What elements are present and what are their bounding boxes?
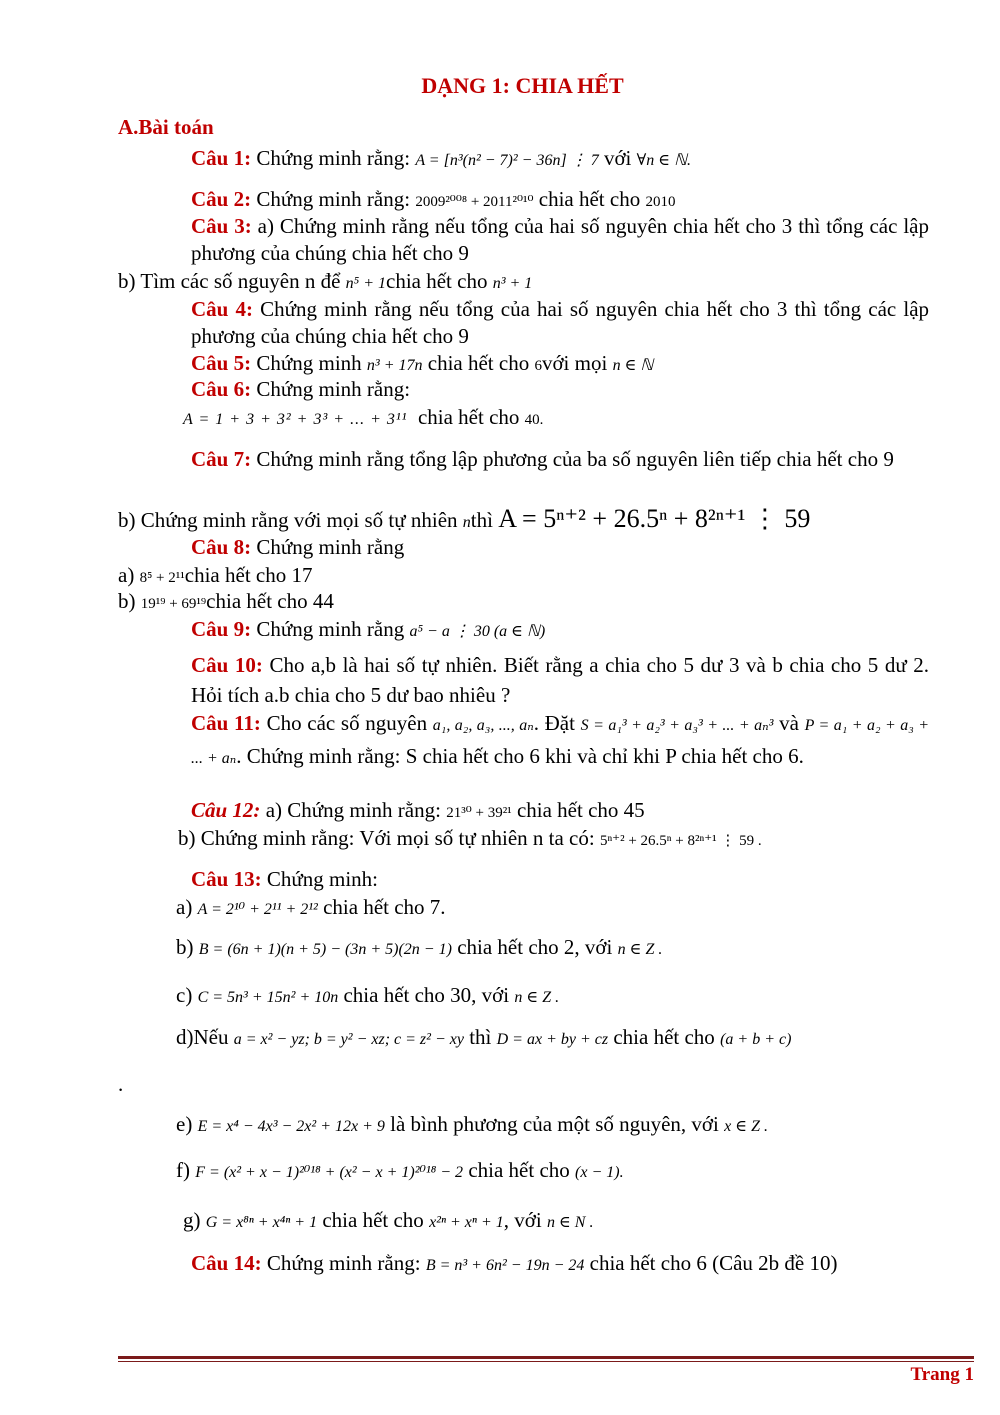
q12b-text: b) Chứng minh rằng: Với mọi số tự nhiên n ta có:	[178, 826, 595, 850]
q6-tail: chia hết cho	[417, 405, 520, 429]
q1-formula: A = [n³(n² − 7)² − 36n] ⋮ 7	[415, 152, 599, 169]
q13-a	[176, 895, 446, 920]
q11-text-1: Cho các số nguyên	[266, 711, 428, 735]
q13g-formula-2: x²ⁿ + xⁿ + 1	[429, 1214, 504, 1231]
question-1	[191, 146, 691, 171]
question-13	[191, 867, 378, 892]
q13d-formula: a = x² − yz; b = y² − xz; c = z² − xy	[233, 1031, 464, 1048]
q13-g	[183, 1208, 593, 1233]
q8a-text: chia hết cho 17	[184, 563, 313, 587]
question-11	[191, 708, 929, 774]
q13b-cond: n ∈ Z .	[617, 941, 663, 958]
q5-value: 6	[534, 358, 542, 374]
question-12b	[178, 826, 762, 851]
q13-e	[176, 1112, 768, 1137]
q13d-formula-3: (a + b + c)	[720, 1031, 792, 1048]
q8b-text: chia hết cho 44	[206, 589, 334, 613]
q7b-text: b) Chứng minh rằng với mọi số tự nhiên	[118, 508, 458, 532]
q2-formula: 2009²⁰⁰⁸ + 2011²⁰¹⁰	[415, 194, 534, 210]
q6-label: Câu 6:	[191, 377, 252, 401]
q13g-formula: G = x⁸ⁿ + x⁴ⁿ + 1	[205, 1214, 318, 1231]
question-3b	[118, 269, 532, 294]
q12-label: Câu 12:	[191, 798, 261, 822]
q3-text: a) Chứng minh rằng nếu tổng của hai số nguyên chia hết cho 3 thì tổng các lập phương của chúng chia hết cho 9	[191, 214, 929, 265]
q7-text: Chứng minh rằng tổng lập phương của ba số nguyên liên tiếp chia hết cho 9	[256, 447, 894, 471]
q13-label: Câu 13:	[191, 867, 262, 891]
section-heading: A.Bài toán	[118, 115, 214, 139]
question-7	[191, 446, 929, 473]
q1-tail: với	[603, 146, 632, 170]
q9-label: Câu 9:	[191, 617, 252, 641]
question-8b	[118, 589, 334, 614]
q11-text-2: . Đặt	[533, 711, 575, 735]
q12a-formula: 21³⁰ + 39²¹	[446, 805, 512, 821]
q13e-prefix: e)	[176, 1112, 193, 1136]
q13g-text: chia hết cho	[322, 1208, 424, 1232]
q12b-formula: 5ⁿ⁺² + 26.5ⁿ + 8²ⁿ⁺¹ ⋮ 59 .	[599, 833, 762, 849]
q5-label: Câu 5:	[191, 351, 252, 375]
q13b-text: chia hết cho 2, với	[457, 935, 613, 959]
q13g-text-2: , với	[503, 1208, 542, 1232]
q13d-text-2: chia hết cho	[613, 1025, 715, 1049]
q2-value: 2010	[645, 194, 676, 210]
question-8a	[118, 563, 312, 588]
q13d-text: thì	[469, 1025, 492, 1049]
q7b-var: n	[462, 514, 471, 531]
question-14	[191, 1249, 929, 1280]
q13e-cond: x ∈ Z .	[724, 1118, 768, 1135]
q13f-formula: F = (x² + x − 1)²⁰¹⁸ + (x² − x + 1)²⁰¹⁸ − 2	[195, 1164, 464, 1181]
q5-tail: với mọi	[541, 351, 608, 375]
q5-mid: chia hết cho	[427, 351, 530, 375]
question-5	[191, 351, 653, 376]
q11-text-3: và	[779, 711, 799, 735]
q14-tail: chia hết cho 6 (Câu 2b đề 10)	[589, 1251, 838, 1275]
q11-formula-3: P = a₁ + a₂ + a₃ + ... + aₙ	[191, 717, 929, 767]
q1-text: Chứng minh rằng:	[256, 146, 411, 170]
q11-text-4: . Chứng minh rằng: S chia hết cho 6 khi và chỉ khi P chia hết cho 6.	[236, 744, 804, 768]
q6-text: Chứng minh rằng:	[256, 377, 411, 401]
q13d-prefix: d)Nếu	[176, 1025, 229, 1049]
q13f-cond: (x − 1).	[575, 1164, 624, 1181]
question-6	[191, 377, 410, 402]
question-3	[191, 213, 929, 267]
q13-f	[176, 1158, 624, 1183]
q3b-mid: chia hết cho	[386, 269, 488, 293]
q9-text: Chứng minh rằng	[256, 617, 405, 641]
q10-label: Câu 10:	[191, 653, 263, 677]
q2-tail: chia hết cho	[538, 187, 641, 211]
q13c-formula: C = 5n³ + 15n² + 10n	[197, 989, 339, 1006]
q8-label: Câu 8:	[191, 535, 252, 559]
q3b-formula-1: n⁵ + 1	[345, 275, 386, 292]
q5-formula: n³ + 17n	[366, 357, 423, 374]
q13c-prefix: c)	[176, 983, 193, 1007]
q5-text: Chứng minh	[256, 351, 362, 375]
q13a-formula: A = 2¹⁰ + 2¹¹ + 2¹²	[197, 901, 318, 918]
q3b-text: b) Tìm các số nguyên n để	[118, 269, 341, 293]
q13g-prefix: g)	[183, 1208, 201, 1232]
q13-b	[176, 935, 662, 960]
q8b-formula: 19¹⁹ + 69¹⁹	[140, 596, 207, 612]
q5-cond: n ∈ ℕ	[612, 357, 654, 374]
q3-label: Câu 3:	[191, 214, 252, 238]
page-number: Trang 1	[910, 1364, 974, 1385]
q4-text: Chứng minh rằng nếu tổng của hai số nguyên chia hết cho 3 thì tổng các lập phương của chúng chia hết cho 9	[191, 297, 930, 348]
q2-text: Chứng minh rằng:	[256, 187, 411, 211]
q4-label: Câu 4:	[191, 297, 253, 321]
q7b-mid: thì	[470, 508, 493, 532]
q6-value: 40.	[524, 412, 544, 428]
q13b-prefix: b)	[176, 935, 194, 959]
q14-text: Chứng minh rằng:	[266, 1251, 421, 1275]
q14-label: Câu 14:	[191, 1251, 262, 1275]
q8b-prefix: b)	[118, 589, 136, 613]
q13d-formula-2: D = ax + by + cz	[496, 1031, 609, 1048]
q11-formula-1: a₁, a₂, a₃, ..., aₙ	[432, 717, 534, 734]
q6-formula: A = 1 + 3 + 3² + 3³ + ... + 3¹¹	[183, 411, 408, 428]
q13f-text: chia hết cho	[468, 1158, 570, 1182]
q2-label: Câu 2:	[191, 187, 252, 211]
q9-formula: a⁵ − a ⋮ 30 (a ∈ ℕ)	[409, 623, 546, 640]
q13-d	[176, 1025, 791, 1050]
q7b-formula: A = 5ⁿ⁺² + 26.5ⁿ + 8²ⁿ⁺¹ ⋮ 59	[498, 504, 811, 533]
q13a-text: chia hết cho 7.	[323, 895, 446, 919]
question-10	[191, 650, 929, 710]
q13g-cond: n ∈ N .	[546, 1214, 594, 1231]
q11-label: Câu 11:	[191, 711, 261, 735]
page-title: DẠNG 1: CHIA HẾT	[421, 73, 624, 98]
question-2	[191, 187, 675, 212]
q13e-text: là bình phương của một số nguyên, với	[390, 1112, 719, 1136]
q7-label: Câu 7:	[191, 447, 252, 471]
q8a-formula: 8⁵ + 2¹¹	[139, 570, 185, 586]
q14-formula: B = n³ + 6n² − 19n − 24	[425, 1257, 585, 1274]
q13e-formula: E = x⁴ − 4x³ − 2x² + 12x + 9	[197, 1118, 385, 1135]
footer-rule-thin	[118, 1361, 974, 1362]
question-9	[191, 617, 545, 642]
q3b-formula-2: n³ + 1	[492, 275, 533, 292]
q13a-prefix: a)	[176, 895, 193, 919]
q13-text: Chứng minh:	[266, 867, 378, 891]
q12a-text: a) Chứng minh rằng:	[265, 798, 441, 822]
question-7b	[118, 504, 810, 534]
q13c-cond: n ∈ Z .	[514, 989, 560, 1006]
q12a-tail: chia hết cho 45	[516, 798, 645, 822]
q13-dot: .	[118, 1072, 124, 1096]
q8-text: Chứng minh rằng	[256, 535, 405, 559]
q13b-formula: B = (6n + 1)(n + 5) − (3n + 5)(2n − 1)	[198, 941, 452, 958]
footer-rule	[118, 1356, 974, 1359]
question-8	[191, 535, 404, 560]
question-6-formula-line	[183, 405, 543, 430]
question-4	[191, 296, 929, 350]
q13c-text: chia hết cho 30, với	[343, 983, 510, 1007]
q1-cond: ∀n ∈ ℕ.	[636, 152, 691, 169]
q11-formula-2: S = a₁³ + a₂³ + a₃³ + ... + aₙ³	[580, 717, 774, 734]
q1-label: Câu 1:	[191, 146, 252, 170]
q8a-prefix: a)	[118, 563, 135, 587]
question-12	[191, 798, 645, 823]
q13f-prefix: f)	[176, 1158, 190, 1182]
q10-text: Cho a,b là hai số tự nhiên. Biết rằng a chia cho 5 dư 3 và b chia cho 5 dư 2. Hỏi tích a.b chia cho 5 dư bao nhiêu ?	[191, 653, 930, 707]
q13-c	[176, 983, 559, 1008]
